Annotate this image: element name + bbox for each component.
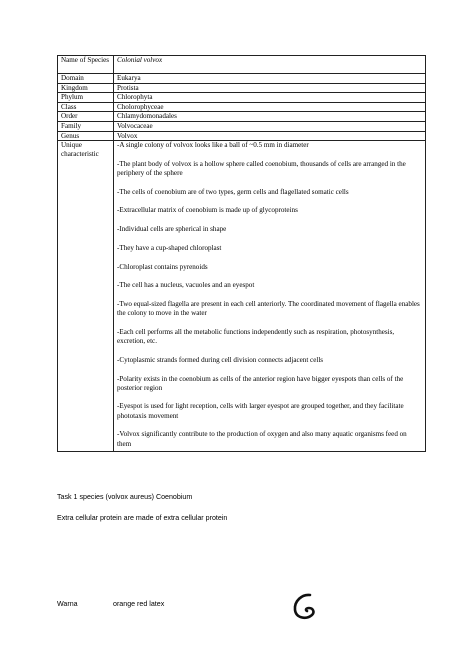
characteristic-item: -Volvox significantly contribute to the production of oxygen and also many aquatic organisms feed on them <box>117 430 407 448</box>
characteristic-item: -A single colony of volvox looks like a ball of ~0.5 mm in diameter <box>117 141 309 150</box>
row-value: Chlorophyta <box>114 93 426 103</box>
characteristic-item: -Cytoplasmic strands formed during cell division connects adjacent cells <box>117 355 324 364</box>
characteristic-item: -Each cell performs all the metabolic functions independently such as respiration, photosynthesis, excretion, etc. <box>117 327 395 346</box>
table-row <box>58 56 426 74</box>
characteristic-item: -Chloroplast contains pyrenoids <box>117 262 208 271</box>
row-label: Genus <box>58 131 114 141</box>
characteristic-item: -Eyespot is used for light reception, cells with larger eyespot are grouped together, and they facilitate phototaxis movement <box>117 402 404 420</box>
row-label: Family <box>58 121 114 131</box>
characteristic-item: -The cells of coenobium are of two types, germ cells and flagellated somatic cells <box>117 187 349 196</box>
row-label: Phylum <box>58 93 114 103</box>
characteristic-item: -The plant body of volvox is a hollow sphere called coenobium, thousands of cells are arranged in the periphery of the sphere <box>117 159 406 178</box>
row-value: Protista <box>114 83 426 93</box>
row-value: Chlamydomonadales <box>114 112 426 122</box>
characteristic-item: -Individual cells are spherical in shape <box>117 225 227 234</box>
handwritten-mark-icon <box>288 590 322 624</box>
table-row <box>58 131 426 141</box>
row-label: Unique characteristic <box>58 141 114 452</box>
table-row <box>58 102 426 112</box>
row-value: Volvox <box>114 131 426 141</box>
row-label: Domain <box>58 74 114 84</box>
characteristic-item: -Polarity exists in the coenobium as cells of the anterior region have bigger eyespots than cells of the posterior region <box>117 374 404 392</box>
table-row <box>58 74 426 84</box>
characteristic-item: -The cell has a nucleus, vacuoles and an eyespot <box>117 281 255 290</box>
warna-value: orange red latex <box>113 600 165 608</box>
unique-characteristics-cell <box>114 141 426 452</box>
characteristic-item: -Extracellular matrix of coenobium is made up of glycoproteins <box>117 206 298 215</box>
species-table <box>57 55 426 452</box>
table-row <box>58 83 426 93</box>
row-label: Order <box>58 112 114 122</box>
task-note: Task 1 species (volvox aureus) Coenobium <box>57 493 193 501</box>
row-value: Colonial volvox <box>114 56 426 74</box>
table-row <box>58 121 426 131</box>
row-value: Volvocaceae <box>114 121 426 131</box>
extra-note: Extra cellular protein are made of extra cellular protein <box>57 514 228 522</box>
row-label: Name of Species <box>58 56 114 74</box>
table-row <box>58 93 426 103</box>
table-row-unique <box>58 141 426 452</box>
characteristic-item: -Two equal-sized flagella are present in each cell anteriorly. The coordinated movement of flagella enables the colony to move in the water <box>117 299 420 318</box>
row-value: Eukarya <box>114 74 426 84</box>
warna-label: Warna <box>57 600 78 608</box>
row-value: Cholorophyceae <box>114 102 426 112</box>
row-label: Kingdom <box>58 83 114 93</box>
characteristic-item: -They have a cup-shaped chloroplast <box>117 243 222 252</box>
row-label: Class <box>58 102 114 112</box>
table-row <box>58 112 426 122</box>
